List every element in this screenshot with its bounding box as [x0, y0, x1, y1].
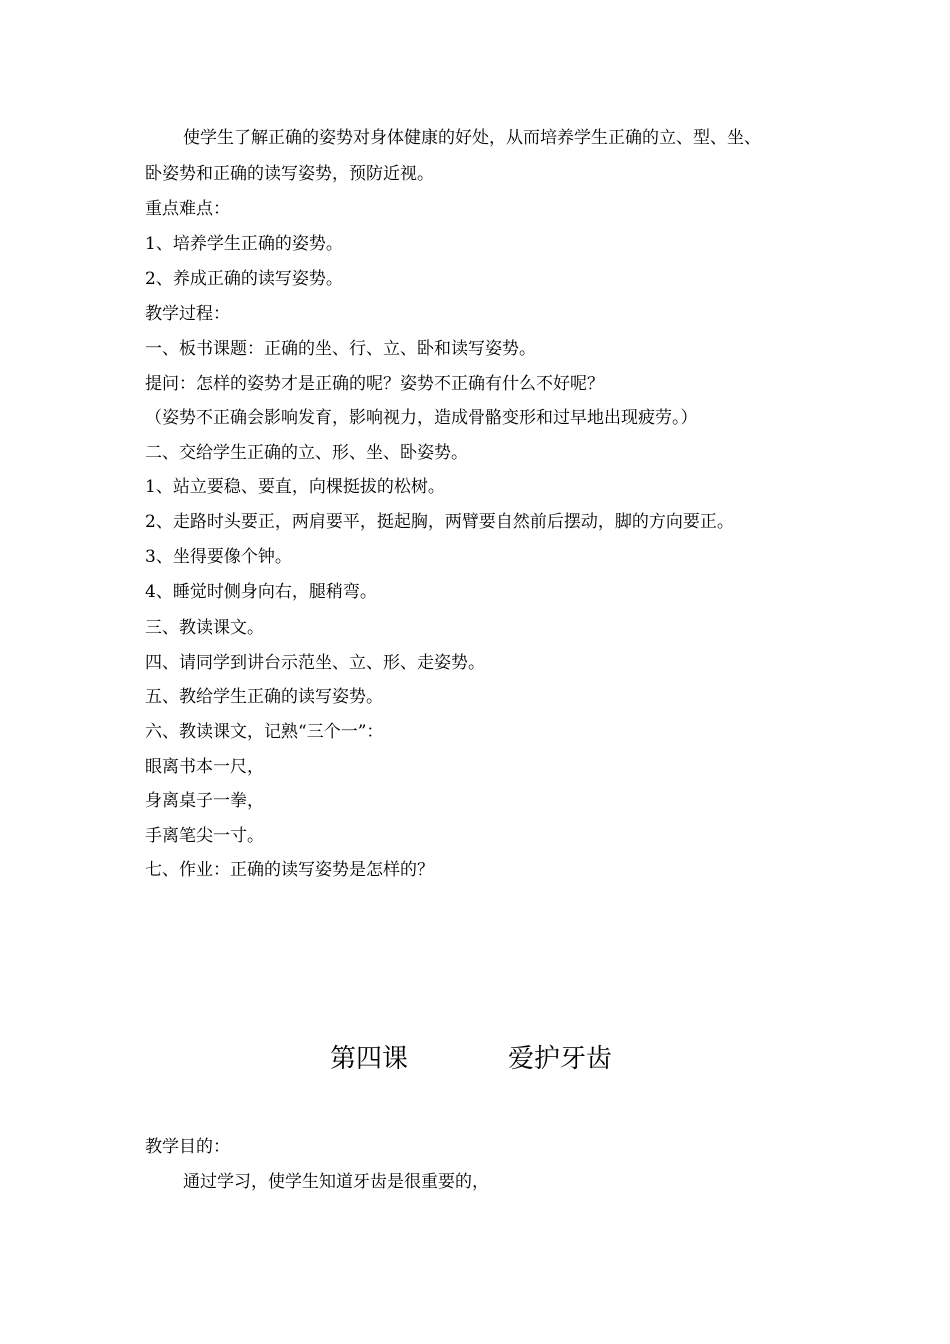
- process-line: 3、坐得要像个钟。: [145, 547, 292, 567]
- process-line: 眼离书本一尺，: [145, 757, 264, 777]
- process-line: 三、教读课文。: [145, 618, 264, 638]
- process-line: 四、请同学到讲台示范坐、立、形、走姿势。: [145, 653, 485, 673]
- process-line: （姿势不正确会影响发育，影响视力，造成骨骼变形和过早地出现疲劳。）: [145, 408, 698, 428]
- process-line: 4、睡觉时侧身向右，腿稍弯。: [145, 582, 377, 602]
- goal-text: 通过学习，使学生知道牙齿是很重要的，: [183, 1172, 489, 1192]
- process-line: 身离桌子一拳，: [145, 791, 264, 811]
- process-line: 手离笔尖一寸。: [145, 826, 264, 846]
- lesson-topic: 爱护牙齿: [508, 1044, 613, 1074]
- key-point-item: 1、培养学生正确的姿势。: [145, 234, 343, 254]
- process-line: 1、站立要稳、要直，向棵挺拔的松树。: [145, 477, 445, 497]
- process-line: 提问：怎样的姿势才是正确的呢？姿势不正确有什么不好呢？: [145, 374, 604, 394]
- process-line: 七、作业：正确的读写姿势是怎样的？: [145, 860, 434, 880]
- goal-heading: 教学目的：: [145, 1137, 230, 1157]
- process-line: 一、板书课题：正确的坐、行、立、卧和读写姿势。: [145, 339, 536, 359]
- process-line: 五、教给学生正确的读写姿势。: [145, 687, 383, 707]
- intro-line-2: 卧姿势和正确的读写姿势，预防近视。: [145, 164, 434, 184]
- process-line: 六、教读课文，记熟“三个一”：: [145, 722, 384, 742]
- process-heading: 教学过程：: [145, 304, 230, 324]
- key-point-item: 2、养成正确的读写姿势。: [145, 269, 343, 289]
- lesson-number: 第四课: [330, 1044, 409, 1074]
- key-points-heading: 重点难点：: [145, 199, 230, 219]
- process-line: 二、交给学生正确的立、形、坐、卧姿势。: [145, 443, 468, 463]
- intro-line-1: 使学生了解正确的姿势对身体健康的好处，从而培养学生正确的立、型、坐、: [183, 128, 761, 148]
- process-line: 2、走路时头要正，两肩要平，挺起胸，两臂要自然前后摆动，脚的方向要正。: [145, 512, 734, 532]
